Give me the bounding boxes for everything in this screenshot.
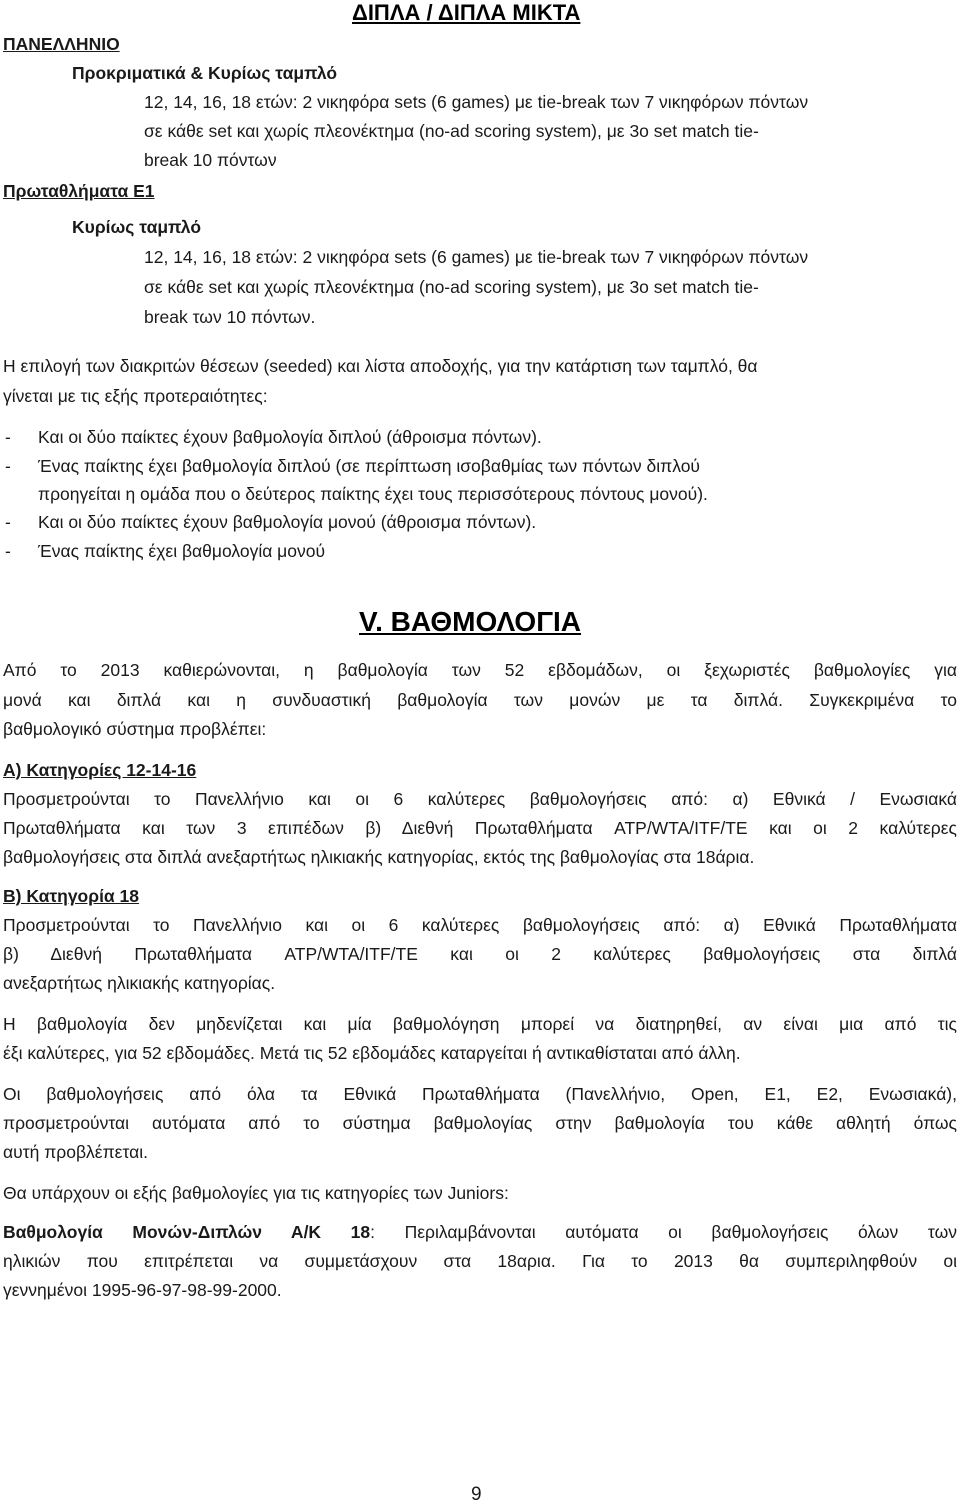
- seeding-bullet: Και οι δύο παίκτες έχουν βαθμολογία διπλού (άθροισμα πόντων).: [38, 427, 542, 447]
- seeding-intro: Η επιλογή των διακριτών θέσεων (seeded) και λίστα αποδοχής, για την κατάρτιση των ταμπλό, θα: [3, 356, 758, 376]
- paragraph-retention: έξι καλύτερες, για 52 εβδομάδες. Μετά τις 52 εβδομάδες καταργείται ή αντικαθίσταται από άλλη.: [3, 1043, 741, 1063]
- juniors-ranking-line: [3, 1222, 957, 1243]
- scoring-intro: Από το 2013 καθιερώνονται, η βαθμολογία των 52 εβδομάδων, οι ξεχωριστές βαθμολογίες για: [3, 660, 957, 680]
- panellinio-subheading: Προκριματικά & Κυρίως ταμπλό: [72, 63, 338, 83]
- juniors-ranking-line: ηλικιών που επιτρέπεται να συμμετάσχουν στα 18αρια. Για το 2013 θα συμπεριληφθούν οι: [3, 1251, 957, 1271]
- juniors-ranking-text: : Περιλαμβάνονται αυτόματα οι βαθμολογήσεις όλων των: [370, 1222, 957, 1242]
- panellinio-line: break 10 πόντων: [144, 150, 277, 170]
- category-b-line: Προσμετρούνται το Πανελλήνιο και οι 6 καλύτερες βαθμολογήσεις από: α) Εθνικά Πρωταθλήματα: [3, 915, 957, 935]
- category-a-line: Πρωταθλήματα και των 3 επιπέδων β) Διεθνή Πρωταθλήματα ATP/WTA/ITF/TE και οι 2 καλύτερες: [3, 818, 957, 838]
- category-b-line: ανεξαρτήτως ηλικιακής κατηγορίας.: [3, 973, 276, 993]
- seeding-bullet: Και οι δύο παίκτες έχουν βαθμολογία μονού (άθροισμα πόντων).: [38, 512, 537, 532]
- category-b-heading: Β) Κατηγορία 18: [3, 886, 140, 906]
- category-a-line: Προσμετρούνται το Πανελλήνιο και οι 6 καλύτερες βαθμολογήσεις από: α) Εθνικά / Ενωσιακά: [3, 789, 957, 809]
- e1-line: break των 10 πόντων.: [144, 307, 316, 327]
- e1-line: 12, 14, 16, 18 ετών: 2 νικηφόρα sets (6 games) με tie-break των 7 νικηφόρων πόντων: [144, 247, 809, 267]
- panellinio-line: 12, 14, 16, 18 ετών: 2 νικηφόρα sets (6 games) με tie-break των 7 νικηφόρων πόντων: [144, 92, 809, 112]
- seeding-intro: γίνεται με τις εξής προτεραιότητες:: [3, 386, 268, 406]
- bullet-dash: -: [5, 541, 11, 561]
- seeding-bullet: προηγείται η ομάδα που ο δεύτερος παίκτης έχει τους περισσότερους πόντους μονού).: [38, 484, 708, 504]
- e1-subheading: Κυρίως ταμπλό: [72, 217, 202, 237]
- paragraph-auto: αυτή προβλέπεται.: [3, 1142, 148, 1162]
- paragraph-retention: Η βαθμολογία δεν μηδενίζεται και μία βαθμολόγηση μπορεί να διατηρηθεί, αν είναι μια από τις: [3, 1014, 957, 1034]
- category-b-line: β) Διεθνή Πρωταθλήματα ATP/WTA/ITF/TE και οι 2 καλύτερες βαθμολογήσεις στα διπλά: [3, 944, 957, 964]
- juniors-ranking-line: γεννημένοι 1995-96-97-98-99-2000.: [3, 1280, 282, 1300]
- bullet-dash: -: [5, 427, 11, 447]
- category-a-heading: Α) Κατηγορίες 12-14-16: [3, 760, 197, 780]
- e1-heading: Πρωταθλήματα Ε1: [3, 181, 155, 201]
- juniors-ranking-label: Βαθμολογία Μονών-Διπλών Α/Κ 18: [3, 1222, 371, 1242]
- paragraph-auto: Οι βαθμολογήσεις από όλα τα Εθνικά Πρωταθλήματα (Πανελλήνιο, Open, Ε1, Ε2, Ενωσιακά),: [3, 1084, 957, 1104]
- page-number: 9: [471, 1484, 482, 1505]
- paragraph-auto: προσμετρούνται αυτόματα από το σύστημα βαθμολογίας στην βαθμολογία του κάθε αθλητή όπως: [3, 1113, 957, 1133]
- page-header-title: ΔΙΠΛΑ / ΔΙΠΛΑ ΜΙΚΤΑ: [352, 0, 581, 25]
- scoring-intro: μονά και διπλά και η συνδυαστική βαθμολογία των μονών με τα διπλά. Συγκεκριμένα το: [3, 690, 957, 710]
- seeding-bullet: Ένας παίκτης έχει βαθμολογία μονού: [38, 541, 326, 561]
- bullet-dash: -: [5, 456, 11, 476]
- panellinio-line: σε κάθε set και χωρίς πλεονέκτημα (no-ad scoring system), με 3ο set match tie-: [144, 121, 759, 141]
- e1-line: σε κάθε set και χωρίς πλεονέκτημα (no-ad scoring system), με 3ο set match tie-: [144, 277, 759, 297]
- panellinio-heading: ΠΑΝΕΛΛΗΝΙΟ: [3, 34, 120, 54]
- seeding-bullet: Ένας παίκτης έχει βαθμολογία διπλού (σε περίπτωση ισοβαθμίας των πόντων διπλού: [38, 456, 700, 476]
- bullet-dash: -: [5, 512, 11, 532]
- juniors-intro: Θα υπάρχουν οι εξής βαθμολογίες για τις κατηγορίες των Juniors:: [3, 1183, 509, 1203]
- category-a-line: βαθμολογήσεις στα διπλά ανεξαρτήτως ηλικιακής κατηγορίας, εκτός της βαθμολογίας στα 18άρια.: [3, 847, 755, 867]
- scoring-intro: βαθμολογικό σύστημα προβλέπει:: [3, 719, 267, 739]
- section-title: V. ΒΑΘΜΟΛΟΓΙΑ: [359, 606, 582, 637]
